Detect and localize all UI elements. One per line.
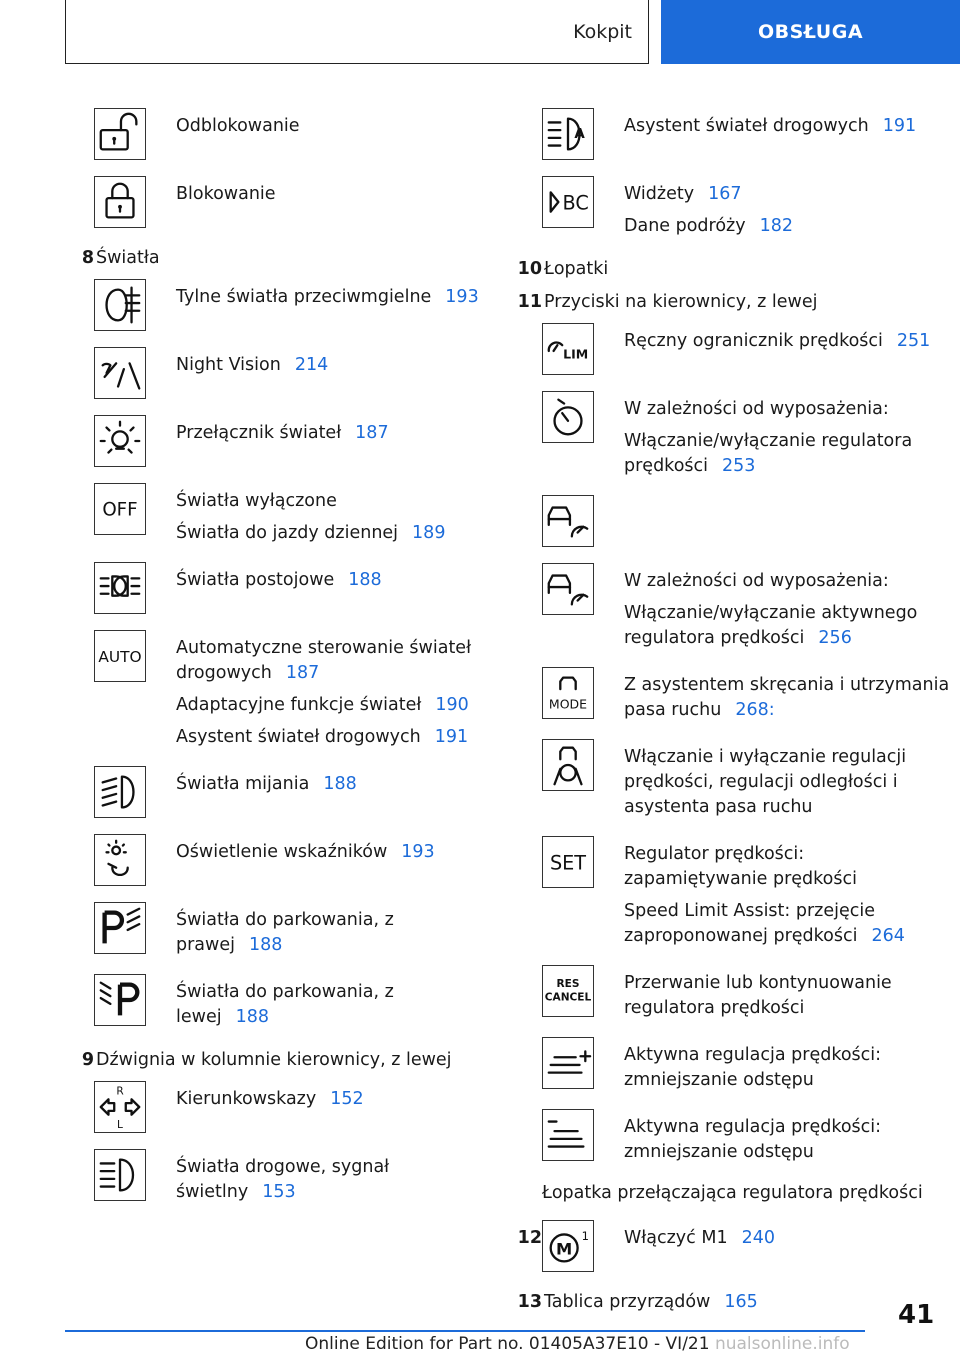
page-reference-link[interactable]: 167: [708, 184, 742, 204]
description-line: [176, 725, 492, 750]
active-cruise-control-icon: [542, 563, 594, 615]
unlock-icon: [94, 108, 146, 160]
svg-text:LIM: LIM: [563, 346, 589, 362]
description-line: [624, 114, 950, 139]
description-line: [176, 353, 492, 378]
svg-text:BC: BC: [562, 191, 589, 215]
page-reference-link[interactable]: 152: [330, 1089, 364, 1109]
symbol-description: [176, 279, 492, 310]
description-text: Kierunkowskazy: [176, 1089, 317, 1109]
description-text: Światła drogowe, sygnał świetlny: [176, 1157, 390, 1202]
description-line: [624, 182, 950, 207]
symbol-description: [624, 1220, 950, 1251]
description-line: [176, 1155, 492, 1205]
symbol-entry: [62, 974, 492, 1030]
symbol-entry: [510, 176, 950, 239]
symbol-description: [624, 323, 950, 354]
svg-text:R: R: [116, 1085, 124, 1098]
symbol-entry: [510, 739, 950, 820]
symbol-entry: [62, 562, 492, 614]
symbol-entry: [510, 391, 950, 479]
description-text: Światła do parkowania, z lewej: [176, 982, 394, 1027]
symbol-entry: [510, 323, 950, 375]
low-beam-icon: [94, 766, 146, 818]
symbol-entry: [510, 836, 950, 949]
distance-increase-icon: [542, 1037, 594, 1089]
symbol-entry: [62, 108, 492, 160]
driving-assistant-icon: [542, 739, 594, 791]
description-text: Asystent świateł drogowych: [624, 116, 869, 136]
symbol-description: [624, 667, 950, 723]
header-chapter-tab: [661, 0, 960, 64]
rear-fog-light-icon: [94, 279, 146, 331]
mode-button-icon: [542, 667, 594, 719]
page-reference-link[interactable]: 193: [401, 842, 435, 862]
item-number: 8: [81, 248, 94, 268]
page-reference-link[interactable]: 188: [248, 935, 283, 955]
item-number: 13: [517, 1292, 542, 1312]
symbol-entry: [62, 1081, 492, 1133]
description-text: Światła wyłączone: [176, 491, 337, 511]
description-line: [176, 114, 492, 139]
description-text: Aktywna regulacja prędkości: zmniejszanie odstępu: [624, 1045, 882, 1090]
symbol-description: [176, 766, 492, 797]
lock-entries: [62, 108, 492, 228]
item-10: [510, 257, 950, 282]
item-8: [62, 246, 492, 271]
distance-decrease-icon: [542, 1109, 594, 1161]
symbol-description: [176, 176, 492, 207]
page-reference-link[interactable]: 251: [896, 331, 931, 351]
item-title: Przyciski na kierownicy, z lewej: [544, 292, 818, 312]
symbol-description: [176, 1081, 492, 1112]
right-parking-light-icon: [94, 902, 146, 954]
item-number: 10: [517, 259, 542, 279]
page-reference-link[interactable]: 188: [323, 774, 357, 794]
item-11-note: Łopatka przełączająca regulatora prędkości: [542, 1183, 923, 1203]
page-reference-link[interactable]: 240: [741, 1228, 775, 1248]
page-reference-link[interactable]: 214: [294, 355, 329, 375]
header-section-label: Kokpit: [573, 20, 632, 43]
symbol-description: [624, 563, 950, 651]
symbol-entry: [510, 965, 950, 1021]
item-number: 11: [517, 292, 542, 312]
symbol-description: [624, 108, 950, 139]
description-line: [624, 214, 950, 239]
description-text: Przełącznik świateł: [176, 423, 342, 443]
car-speedometer-icon: [542, 495, 594, 547]
symbol-description: [176, 108, 492, 139]
page-number: 41: [898, 1300, 935, 1330]
page-reference-link[interactable]: 191: [434, 727, 469, 747]
description-text: Przerwanie lub kontynuowanie regulatora prędkości: [624, 973, 892, 1018]
description-text: Włączanie/wyłączanie regulatora prędkości: [624, 431, 913, 476]
description-line: [176, 772, 492, 797]
high-beam-icon: [94, 1149, 146, 1201]
page-reference-link[interactable]: 187: [355, 423, 389, 443]
description-text: Światła do jazdy dziennej: [176, 523, 399, 543]
symbol-entry: [62, 279, 492, 331]
item-11-entries: [510, 323, 950, 1165]
symbol-description: [176, 630, 492, 750]
svg-text:1: 1: [581, 1229, 589, 1244]
night-vision-icon: [94, 347, 146, 399]
description-line: [624, 673, 950, 723]
symbol-entry: [62, 834, 492, 886]
description-text: Ręczny ogranicznik prędkości: [624, 331, 883, 351]
symbol-entry: [510, 1037, 950, 1093]
item-title: Dźwignia w kolumnie kierownicy, z lewej: [96, 1050, 452, 1070]
description-text: Włączanie i wyłączanie regulacji prędkości, regulacji odległości i asystenta pasa ruchu: [624, 747, 907, 817]
description-text: Tylne światła przeciwmgielne: [176, 287, 432, 307]
description-line: [176, 489, 492, 514]
description-text: Night Vision: [176, 355, 281, 375]
description-text: Regulator prędkości: zapamiętywanie prędkości: [624, 844, 857, 889]
symbol-entry: [62, 176, 492, 228]
page-reference-link[interactable]: 190: [435, 695, 469, 715]
symbol-description: [624, 836, 950, 949]
description-text: Włączanie/wyłączanie aktywnego regulatora prędkości: [624, 603, 918, 648]
symbol-entry: [62, 347, 492, 399]
cruise-control-icon: [542, 391, 594, 443]
symbol-entry: [62, 766, 492, 818]
description-line: [624, 971, 950, 1021]
description-line: [176, 182, 492, 207]
description-line: [624, 1115, 950, 1165]
symbol-description: [176, 902, 492, 958]
description-text: Widżety: [624, 184, 695, 204]
symbol-description: [624, 391, 950, 479]
description-line: [624, 899, 950, 949]
symbol-entry: [62, 483, 492, 546]
item-9-entries: [62, 1081, 492, 1205]
bc-button-icon: [542, 176, 594, 228]
symbol-description: [624, 176, 950, 239]
lock-icon: [94, 176, 146, 228]
description-line: [624, 569, 950, 594]
turn-signal-icon: [94, 1081, 146, 1133]
header-section-tab: [65, 0, 649, 64]
symbol-entry: [510, 495, 950, 547]
svg-text:OFF: OFF: [102, 499, 138, 521]
symbol-description: [176, 974, 492, 1030]
item-12: [510, 1220, 950, 1272]
description-line: [176, 285, 492, 310]
svg-text:RES: RES: [556, 978, 580, 991]
symbol-entry: [62, 1149, 492, 1205]
page-reference-link[interactable]: 191: [882, 116, 917, 136]
page-reference-link[interactable]: 188: [348, 570, 382, 590]
description-text: Oświetlenie wskaźników: [176, 842, 388, 862]
item-number: 12: [517, 1228, 542, 1248]
description-line: [176, 840, 492, 865]
page-reference-link[interactable]: 264: [871, 926, 905, 946]
description-line: [176, 908, 492, 958]
svg-text:A: A: [574, 126, 585, 142]
symbol-entry: [510, 108, 950, 160]
symbol-description: [176, 483, 492, 546]
symbol-description: [176, 1149, 492, 1205]
symbol-description: [176, 562, 492, 593]
symbol-description: [176, 415, 492, 446]
svg-text:CANCEL: CANCEL: [544, 991, 592, 1004]
lights-off-icon: [94, 483, 146, 535]
description-line: [176, 1087, 492, 1112]
description-line: [624, 429, 950, 479]
description-text: Speed Limit Assist: przejęcie zaproponowanej prędkości: [624, 901, 876, 946]
symbol-entry: [510, 1109, 950, 1165]
description-text: Asystent świateł drogowych: [176, 727, 421, 747]
page-reference-link[interactable]: 189: [412, 523, 446, 543]
left-parking-light-icon: [94, 974, 146, 1026]
right-top-entries: [510, 108, 950, 239]
symbol-description: [176, 347, 492, 378]
description-text: Automatyczne sterowanie świateł drogowych: [176, 638, 472, 683]
footer-edition-text: Online Edition for Part no. 01405A37E10 - VI/21: [305, 1334, 710, 1354]
right-column: [510, 108, 950, 1323]
description-text: Odblokowanie: [176, 116, 300, 136]
item-11: [510, 290, 950, 315]
page-reference-link[interactable]: 153: [262, 1182, 296, 1202]
description-line: [624, 601, 950, 651]
description-line: [624, 1043, 950, 1093]
auto-lights-icon: [94, 630, 146, 682]
page-reference-link[interactable]: 182: [759, 216, 794, 236]
item-title: Łopatki: [544, 259, 609, 279]
description-line: [176, 568, 492, 593]
description-text: Z asystentem skręcania i utrzymania pasa ruchu: [624, 675, 950, 720]
item-title: Tablica przyrządów: [544, 1292, 711, 1312]
page-reference-link[interactable]: 256: [818, 628, 852, 648]
symbol-description: [624, 965, 950, 1021]
res-cancel-icon: [542, 965, 594, 1017]
description-text: Dane podróży: [624, 216, 746, 236]
page-reference-link[interactable]: 188: [235, 1007, 269, 1027]
description-line: [624, 397, 950, 422]
high-beam-assistant-icon: [542, 108, 594, 160]
item-12-entries: [510, 1220, 950, 1272]
description-line: [176, 636, 492, 686]
description-text: W zależności od wyposażenia:: [624, 571, 889, 591]
page-reference-link[interactable]: 165: [724, 1292, 758, 1312]
symbol-description: [176, 834, 492, 865]
item-9: [62, 1048, 492, 1073]
description-text: Adaptacyjne funkcje świateł: [176, 695, 422, 715]
light-switch-icon: [94, 415, 146, 467]
footer-site: nualsonline.info: [714, 1334, 850, 1354]
symbol-description: [624, 739, 950, 820]
symbol-description: [624, 1037, 950, 1093]
symbol-entry: [62, 902, 492, 958]
item-title: Światła: [96, 248, 160, 268]
description-line: [176, 421, 492, 446]
description-text: Światła do parkowania, z prawej: [176, 910, 394, 955]
item-8-entries: [62, 279, 492, 1030]
description-line: [624, 329, 950, 354]
footer-divider: [65, 1330, 865, 1332]
description-line: [176, 521, 492, 546]
description-line: [176, 980, 492, 1030]
page-reference-link[interactable]: 187: [285, 663, 320, 683]
svg-text:AUTO: AUTO: [98, 647, 142, 666]
page-reference-link[interactable]: 253: [722, 456, 756, 476]
symbol-entry: [62, 630, 492, 750]
left-column: [62, 108, 492, 1221]
description-line: [176, 693, 492, 718]
description-text: Blokowanie: [176, 184, 276, 204]
item-13: [510, 1290, 950, 1315]
description-text: W zależności od wyposażenia:: [624, 399, 889, 419]
symbol-description: [624, 1109, 950, 1165]
description-text: Światła mijania: [176, 774, 310, 794]
symbol-entry: [510, 1220, 950, 1272]
svg-text:M: M: [556, 1239, 573, 1259]
description-text: Aktywna regulacja prędkości: zmniejszanie odstępu: [624, 1117, 882, 1162]
description-text: Światła postojowe: [176, 570, 335, 590]
symbol-description: [624, 495, 950, 501]
symbol-entry: [510, 667, 950, 723]
description-line: [624, 745, 950, 820]
item-number: 9: [81, 1050, 94, 1070]
description-text: Włączyć M1: [624, 1228, 728, 1248]
parking-lights-icon: [94, 562, 146, 614]
svg-text:L: L: [117, 1119, 123, 1132]
instrument-lighting-icon: [94, 834, 146, 886]
header-chapter-label: OBSŁUGA: [757, 21, 864, 43]
description-line: [624, 1226, 950, 1251]
speed-limiter-icon: [542, 323, 594, 375]
page-reference-link[interactable]: 268:: [735, 700, 775, 720]
page-reference-link[interactable]: 193: [445, 287, 479, 307]
symbol-entry: [62, 415, 492, 467]
svg-text:MODE: MODE: [548, 696, 588, 712]
description-line: [624, 842, 950, 892]
symbol-entry: [510, 563, 950, 651]
set-button-icon: [542, 836, 594, 888]
footer-edition: [305, 1334, 850, 1354]
m1-button-icon: [542, 1220, 594, 1272]
svg-text:SET: SET: [549, 851, 587, 875]
